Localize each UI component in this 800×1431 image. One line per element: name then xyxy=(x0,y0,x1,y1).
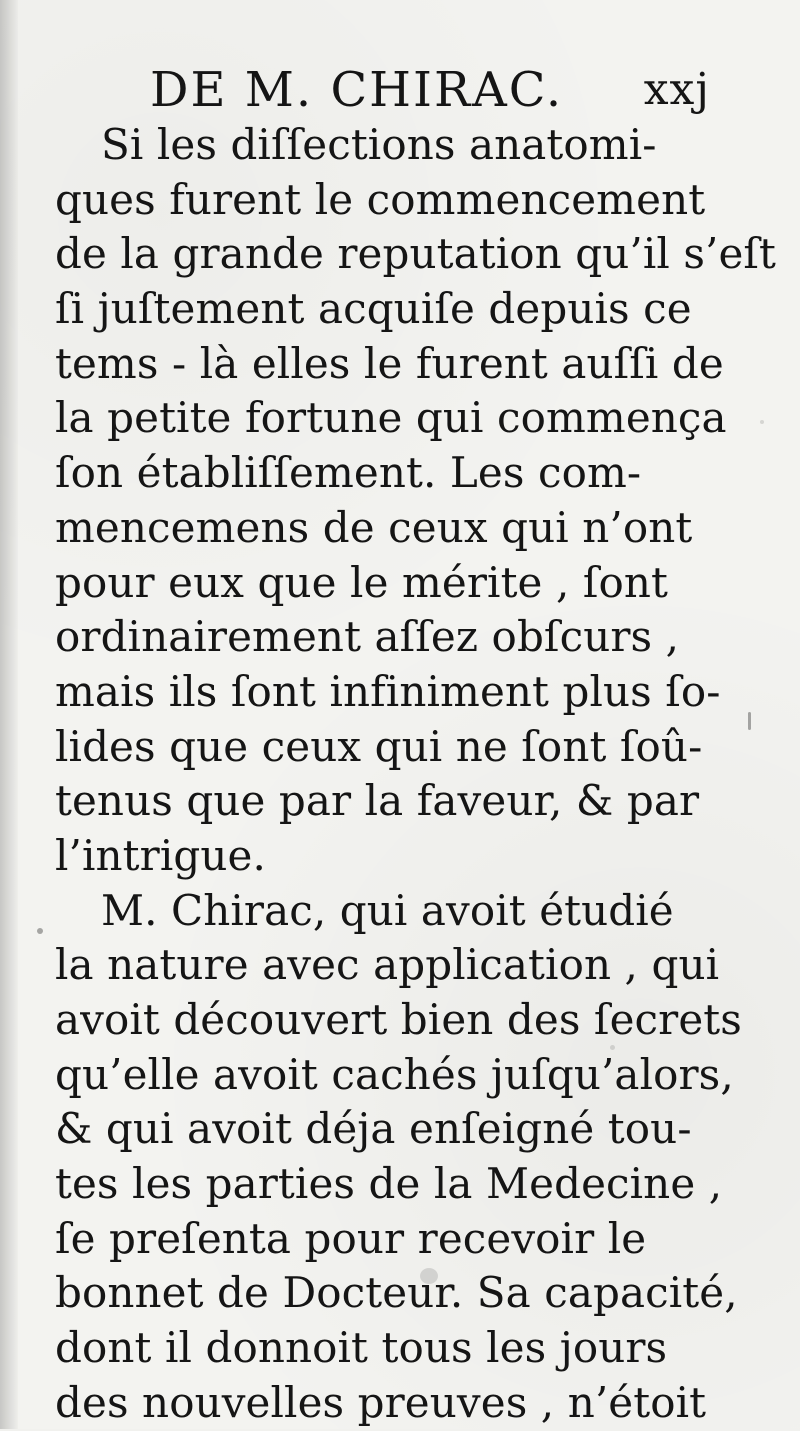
ink-speck xyxy=(748,712,751,730)
page-header xyxy=(150,62,710,118)
text-line: bonnet de Docteur. Sa capacité, xyxy=(55,1268,738,1318)
text-line: mencemens de ceux qui n’ont xyxy=(55,502,693,552)
text-line: tems - là elles le furent auſſi de xyxy=(55,338,724,388)
text-line: Si les diſſections anatomi- xyxy=(101,120,657,169)
body-text xyxy=(55,118,777,1431)
text-line: la petite fortune qui commença xyxy=(55,393,727,443)
text-line: qu’elle avoit cachés juſqu’alors, xyxy=(55,1049,734,1099)
paper-speck xyxy=(760,420,764,424)
text-line: ſon établiſſement. Les com- xyxy=(55,448,642,498)
paper-speck xyxy=(420,1268,438,1284)
text-line: dont il donnoit tous les jours xyxy=(55,1323,668,1373)
text-line: ſe preſenta pour recevoir le xyxy=(55,1213,647,1263)
page-number: xxj xyxy=(643,64,710,115)
text-line: ordinairement aſſez obſcurs , xyxy=(55,612,680,662)
text-line: l’intrigue. xyxy=(55,830,266,880)
text-line: pour eux que le mérite , ſont xyxy=(55,557,669,607)
text-line: la nature avec application , qui xyxy=(55,940,720,990)
text-line: de la grande reputation qu’il s’eſt xyxy=(55,229,777,279)
text-line: lides que ceux qui ne ſont ſoû- xyxy=(55,721,703,771)
text-line: ſi juſtement acquiſe depuis ce xyxy=(55,284,692,334)
page-binding-shadow xyxy=(0,0,18,1429)
text-line: & qui avoit déja enſeigné tou- xyxy=(55,1104,692,1154)
text-line: avoit découvert bien des ſecrets xyxy=(55,995,742,1044)
text-line: M. Chirac, qui avoit étudié xyxy=(101,885,674,935)
text-line: tenus que par la faveur, & par xyxy=(55,776,700,826)
ink-speck xyxy=(37,928,43,934)
running-title: DE M. CHIRAC. xyxy=(150,62,564,118)
text-line: tes les parties de la Medecine , xyxy=(55,1159,723,1209)
text-line: des nouvelles preuves , n’étoit xyxy=(55,1377,707,1427)
paper-speck xyxy=(610,1045,615,1050)
text-line: ques furent le commencement xyxy=(55,174,706,224)
text-line: mais ils ſont infiniment plus ſo- xyxy=(55,666,721,716)
